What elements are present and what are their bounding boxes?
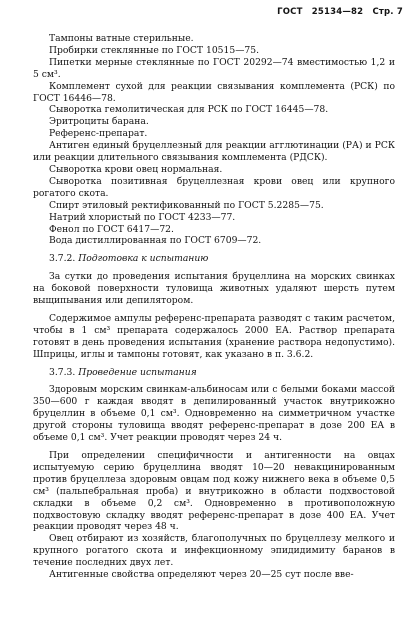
materials-item: Пипетки мерные стеклянные по ГОСТ 20292—74 вместимостью 1,2 и 5 см³.	[33, 56, 395, 80]
section-373-heading	[33, 367, 395, 379]
section-373-paragraph: Антигенные свойства определяют через 20—25 сут после вве-	[49, 569, 354, 581]
materials-item: Тампоны ватные стерильные.	[49, 33, 194, 44]
page-header	[271, 7, 403, 17]
materials-item: Сыворотка крови овец нормальная.	[49, 163, 223, 175]
materials-item: Референс-препарат.	[49, 128, 148, 140]
materials-item: Комплемент сухой для реакции связывания комплемента (РСК) по ГОСТ 16446—78.	[33, 80, 395, 104]
section-number: 3.7.3.	[49, 366, 76, 378]
section-title: Подготовка к испытанию	[78, 253, 209, 265]
section-372-paragraph: Содержимое ампулы референс-препарата разводят с таким расчетом, чтобы в 1 см³ препарата содержалось 2000 ЕА. Раствор препарата готовят в день проведения испытания (хранение раствора недопустимо). Шприцы, иглы и тампоны готовят, как указано в п. 3.6.2.	[33, 312, 395, 360]
materials-item: Вода дистиллированная по ГОСТ 6709—72.	[49, 235, 262, 247]
section-title: Проведение испытания	[78, 366, 197, 378]
section-number: 3.7.2.	[49, 253, 76, 265]
materials-item: Эритроциты барана.	[49, 116, 149, 128]
materials-item: Пробирки стеклянные по ГОСТ 10515—75.	[49, 44, 259, 56]
materials-item: Сыворотка гемолитическая для РСК по ГОСТ 16445—78.	[49, 104, 329, 116]
header-number: 25134—82	[311, 7, 364, 17]
section-373-paragraph: Здоровым морским свинкам-альбиносам или с белыми боками массой 350—600 г каждая вводят в депилированный участок внутрикожно бруцеллин в объеме 0,1 см³. Одновременно на симметричном участке другой стороны туловища вводят референс-препарат в дозе 200 ЕА в объеме 0,1 см³. Учет реакции проводят через 24 ч.	[33, 384, 395, 444]
section-372-paragraph: За сутки до проведения испытания бруцеллина на морских свинках на боковой поверхности туловища животных удаляют шерсть путем выщипывания или депилятором.	[33, 271, 395, 307]
section-372-heading	[33, 253, 395, 265]
header-gost: ГОСТ	[277, 7, 303, 17]
materials-item: Спирт этиловый ректификованный по ГОСТ 5.2285—75.	[49, 199, 324, 211]
section-373-paragraph: Овец отбирают из хозяйств, благополучных по бруцеллезу мелкого и крупного рогатого скота и инфекционному эпидидимиту баранов в течение последних двух лет.	[33, 533, 395, 569]
document-body	[33, 33, 395, 581]
materials-item: Фенол по ГОСТ 6417—72.	[49, 223, 174, 235]
materials-item: Антиген единый бруцеллезный для реакции агглютинации (РА) и РСК или реакции длительного связывания комплемента (РДСК).	[33, 140, 395, 164]
header-page-number: Стр. 7	[372, 7, 403, 17]
materials-item: Натрий хлористый по ГОСТ 4233—77.	[49, 211, 236, 223]
materials-item: Сыворотка позитивная бруцеллезная крови овец или крупного рогатого скота.	[33, 175, 395, 199]
section-373-paragraph: При определении специфичности и антигенности на овцах испытуемую серию бруцеллина вводят 10—20 невакцинированным против бруцеллеза здоровым овцам под кожу нижнего века в объеме 0,5 см³ (пальпебральная проба) и внутрикожно в области подхвостовой складки в объеме 0,2 см³. Одновременно в противоположную подхвостовую складку вводят референс-препарат в дозе 400 ЕА. Учет реакции проводят через 48 ч.	[33, 450, 395, 533]
